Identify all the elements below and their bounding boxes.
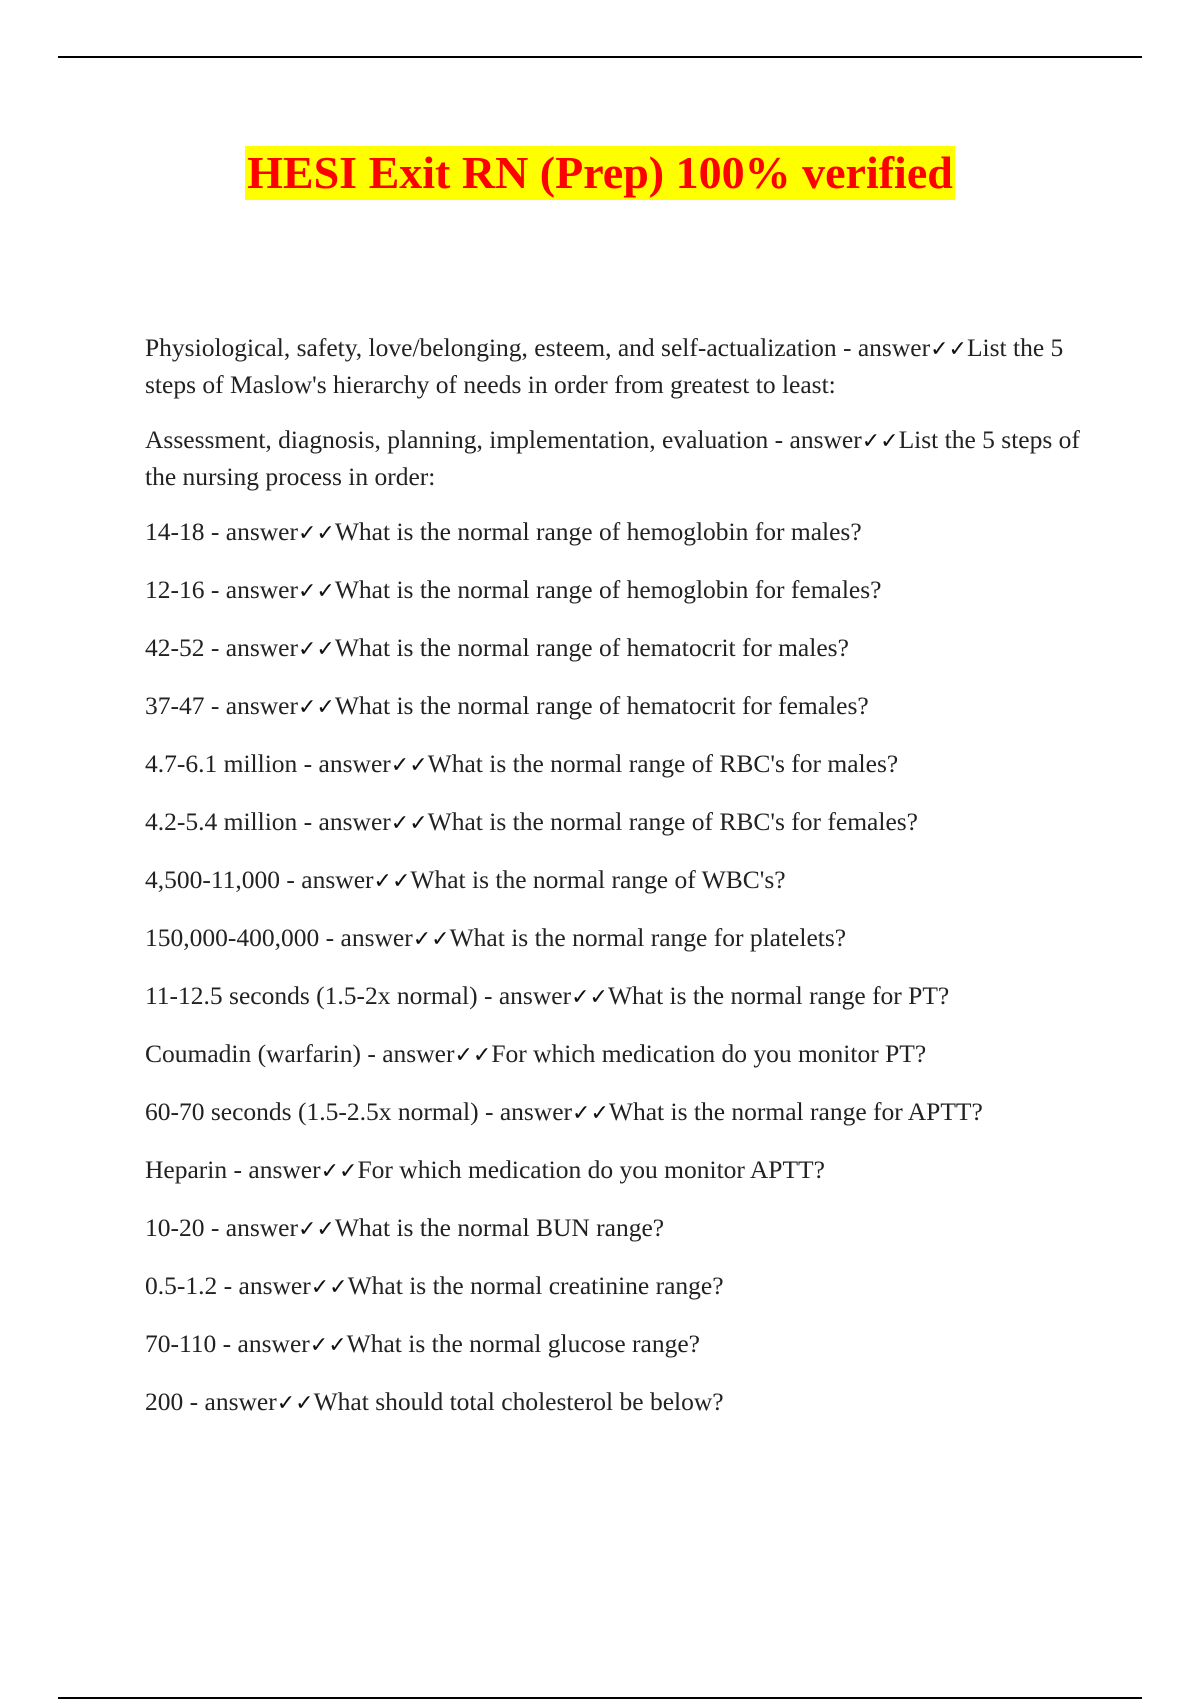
answer-text: 70-110 (145, 1329, 217, 1358)
double-check-icon: ✓✓ (310, 1275, 348, 1300)
qa-item (145, 746, 1085, 783)
question-text: What is the normal range for PT? (607, 981, 950, 1010)
answer-label: answer (318, 749, 391, 778)
question-text: For which medication do you monitor APTT? (357, 1155, 825, 1184)
separator: - (204, 691, 226, 720)
header-rule (58, 56, 1142, 58)
qa-item (145, 804, 1085, 841)
answer-label: answer (248, 1155, 321, 1184)
qa-item (145, 1384, 1085, 1421)
answer-text: 200 (145, 1387, 184, 1416)
answer-text: Assessment, diagnosis, planning, implementation, evaluation (145, 425, 769, 454)
answer-label: answer (301, 865, 374, 894)
separator: - (768, 425, 790, 454)
answer-label: answer (225, 633, 298, 662)
answer-text: 60-70 seconds (1.5-2.5x normal) (145, 1097, 479, 1126)
separator: - (216, 1329, 238, 1358)
qa-item (145, 630, 1085, 667)
separator: - (297, 807, 319, 836)
question-text: What is the normal range of hematocrit for males? (334, 633, 849, 662)
question-text: What is the normal range for platelets? (449, 923, 847, 952)
qa-item (145, 422, 1085, 494)
double-check-icon: ✓✓ (390, 811, 428, 836)
double-check-icon: ✓✓ (297, 695, 335, 720)
answer-label: answer (225, 691, 298, 720)
double-check-icon: ✓✓ (390, 753, 428, 778)
separator: - (204, 633, 226, 662)
question-text: What is the normal BUN range? (334, 1213, 665, 1242)
double-check-icon: ✓✓ (412, 927, 450, 952)
question-text: What is the normal creatinine range? (347, 1271, 724, 1300)
answer-label: answer (225, 517, 298, 546)
separator: - (297, 749, 319, 778)
answer-label: answer (857, 333, 931, 362)
qa-item (145, 1094, 1085, 1131)
separator: - (204, 1213, 226, 1242)
qa-item (145, 1152, 1085, 1189)
answer-label: answer (238, 1271, 311, 1300)
answer-label: answer (382, 1039, 455, 1068)
qa-list (145, 330, 1085, 1442)
footer-rule (58, 1697, 1142, 1699)
double-check-icon: ✓✓ (297, 637, 335, 662)
question-text: What is the normal range for APTT? (608, 1097, 983, 1126)
separator: - (204, 575, 226, 604)
answer-text: 14-18 (145, 517, 205, 546)
qa-item (145, 1036, 1085, 1073)
question-text: What is the normal range of hemoglobin for males? (334, 517, 862, 546)
question-text: For which medication do you monitor PT? (491, 1039, 927, 1068)
question-text: What is the normal range of RBC's for females? (427, 807, 919, 836)
separator: - (836, 333, 858, 362)
page-title: HESI Exit RN (Prep) 100% verified (247, 147, 953, 198)
answer-text: 4.7-6.1 million (145, 749, 298, 778)
qa-item (145, 514, 1085, 551)
double-check-icon: ✓✓ (309, 1333, 347, 1358)
answer-label: answer (225, 575, 298, 604)
double-check-icon: ✓✓ (572, 1101, 609, 1126)
answer-text: 0.5-1.2 (145, 1271, 218, 1300)
answer-text: 12-16 (145, 575, 205, 604)
qa-item (145, 688, 1085, 725)
answer-label: answer (204, 1387, 277, 1416)
double-check-icon: ✓✓ (320, 1159, 358, 1184)
question-text: What is the normal range of hemoglobin for females? (334, 575, 882, 604)
answer-text: 4,500-11,000 (145, 865, 281, 894)
answer-text: 42-52 (145, 633, 205, 662)
separator: - (360, 1039, 383, 1068)
separator: - (477, 981, 499, 1010)
qa-item (145, 1326, 1085, 1363)
question-text: List the 5 steps of the nursing process in order: (145, 425, 1080, 491)
double-check-icon: ✓✓ (571, 985, 608, 1010)
double-check-icon: ✓✓ (861, 429, 899, 454)
answer-text: 11-12.5 seconds (1.5-2x normal) (145, 981, 478, 1010)
double-check-icon: ✓✓ (930, 337, 967, 362)
qa-item (145, 572, 1085, 609)
answer-text: 37-47 (145, 691, 205, 720)
double-check-icon: ✓✓ (373, 869, 411, 894)
qa-item (145, 1210, 1085, 1247)
separator: - (227, 1155, 249, 1184)
answer-text: 4.2-5.4 million (145, 807, 298, 836)
separator: - (183, 1387, 205, 1416)
qa-item (145, 330, 1085, 402)
qa-item (145, 978, 1085, 1015)
qa-item (145, 920, 1085, 957)
answer-label: answer (225, 1213, 298, 1242)
question-text: What is the normal range of RBC's for males? (427, 749, 899, 778)
answer-label: answer (237, 1329, 310, 1358)
double-check-icon: ✓✓ (297, 1217, 335, 1242)
qa-item (145, 862, 1085, 899)
qa-item (145, 1268, 1085, 1305)
answer-label: answer (340, 923, 413, 952)
answer-label: answer (498, 981, 572, 1010)
answer-text: 10-20 (145, 1213, 205, 1242)
question-text: What is the normal range of hematocrit for females? (334, 691, 869, 720)
answer-label: answer (789, 425, 862, 454)
question-text: What should total cholesterol be below? (313, 1387, 724, 1416)
separator: - (204, 517, 226, 546)
double-check-icon: ✓✓ (276, 1391, 314, 1416)
answer-label: answer (499, 1097, 573, 1126)
answer-label: answer (318, 807, 391, 836)
double-check-icon: ✓✓ (454, 1043, 492, 1068)
separator: - (280, 865, 302, 894)
answer-text: Coumadin (warfarin) (145, 1039, 361, 1068)
question-text: What is the normal range of WBC's? (410, 865, 786, 894)
question-text: List the 5 steps of Maslow's hierarchy of needs in order from greatest to least: (145, 333, 1064, 399)
separator: - (217, 1271, 239, 1300)
separator: - (478, 1097, 500, 1126)
answer-text: 150,000-400,000 (145, 923, 320, 952)
separator: - (319, 923, 341, 952)
double-check-icon: ✓✓ (297, 579, 335, 604)
answer-text: Physiological, safety, love/belonging, esteem, and self-actualization (145, 333, 837, 362)
title-container (0, 146, 1200, 200)
answer-text: Heparin (145, 1155, 228, 1184)
question-text: What is the normal glucose range? (346, 1329, 700, 1358)
double-check-icon: ✓✓ (297, 521, 335, 546)
